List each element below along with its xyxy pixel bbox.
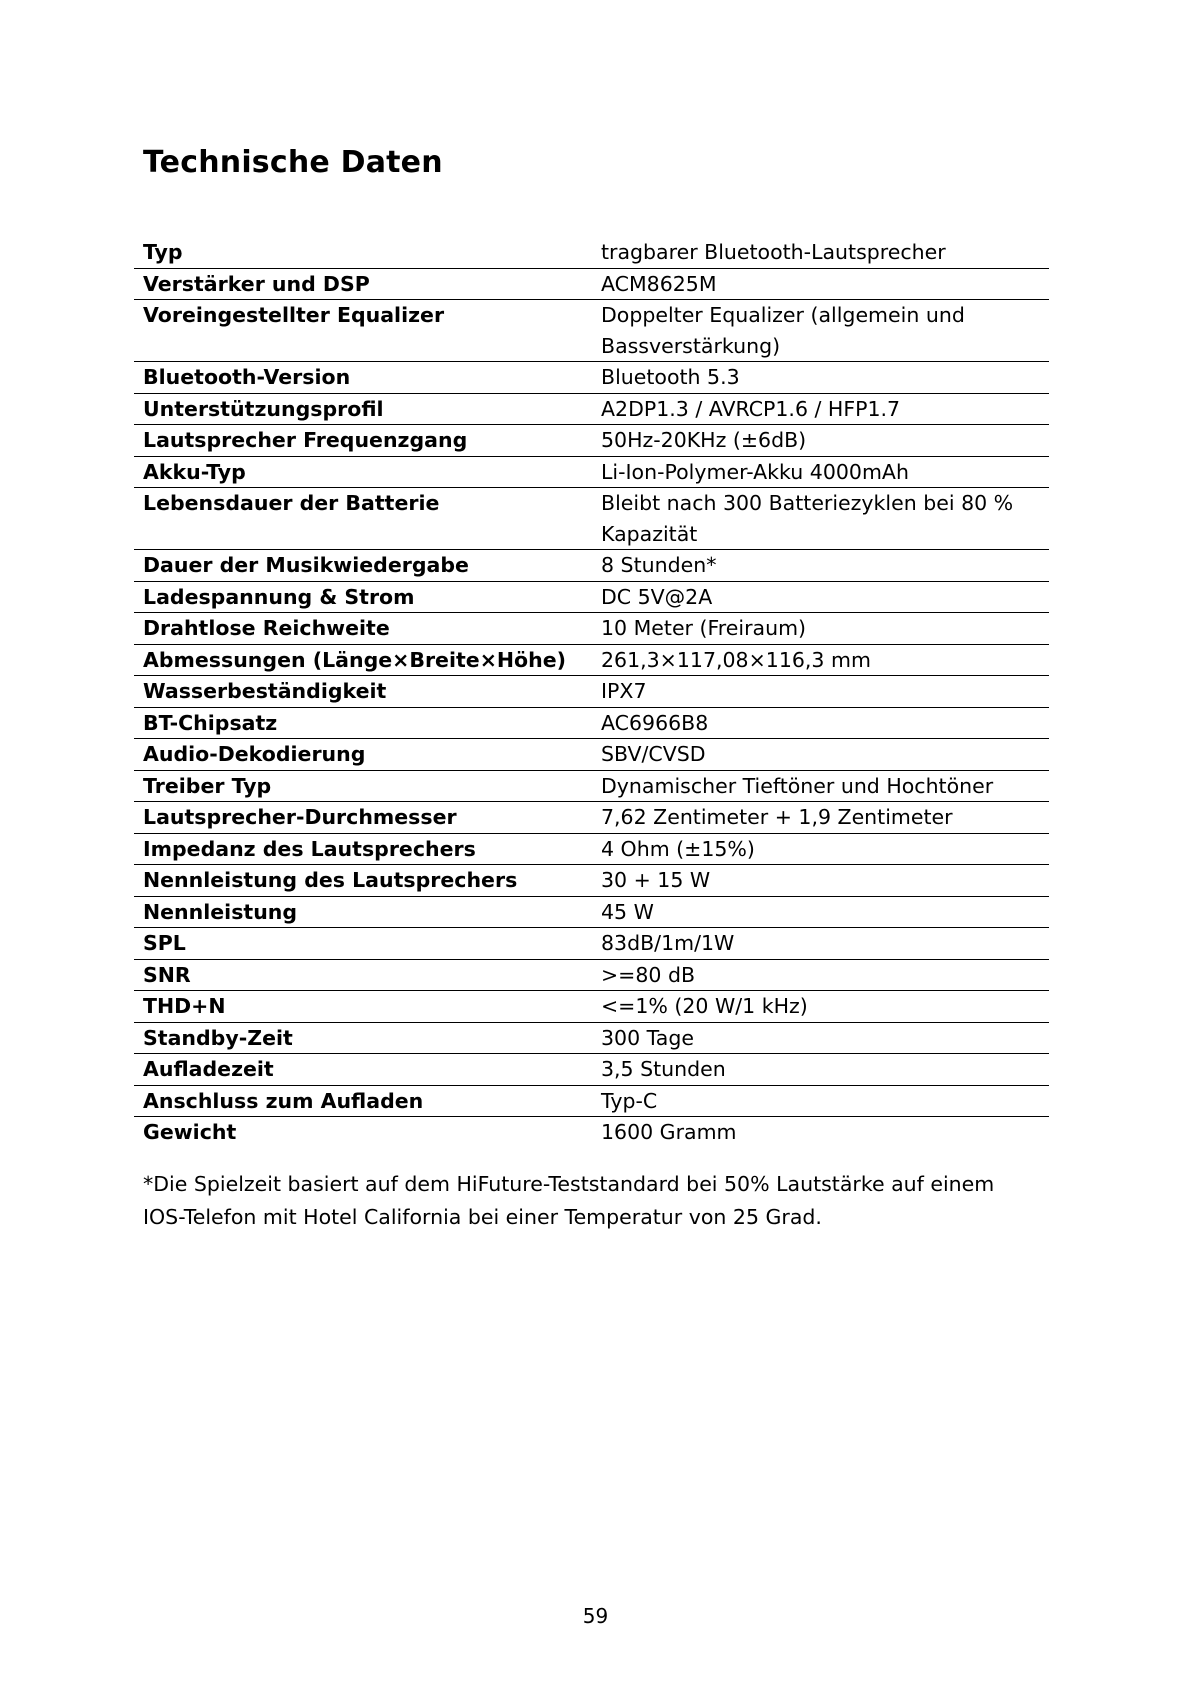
spec-value: 50Hz-20KHz (±6dB): [592, 425, 1049, 457]
spec-value: 10 Meter (Freiraum): [592, 613, 1049, 645]
spec-value: 1600 Gramm: [601, 1120, 737, 1144]
table-row: [134, 581, 1049, 613]
page-number: 59: [582, 1604, 609, 1628]
table-row: [134, 865, 1049, 897]
table-row: [134, 488, 1049, 550]
table-row: [134, 1085, 1049, 1117]
spec-label: Lautsprecher-Durchmesser: [134, 802, 592, 834]
spec-value: 261,3×117,08×116,3 mm: [592, 644, 1049, 676]
spec-label: Wasserbeständigkeit: [134, 676, 592, 708]
table-row: [134, 739, 1049, 771]
spec-label: THD+N: [134, 991, 592, 1023]
spec-value: Doppelter Equalizer (allgemein und Bassverstärkung): [592, 300, 1049, 362]
table-row: [134, 393, 1049, 425]
spec-value: 7,62 Zentimeter + 1,9 Zentimeter: [592, 802, 1049, 834]
spec-value: 83dB/1m/1W: [592, 928, 1049, 960]
spec-value: Bleibt nach 300 Batteriezyklen bei 80 % Kapazität: [592, 488, 1049, 550]
spec-label: Ladespannung & Strom: [134, 581, 592, 613]
table-row: [134, 1022, 1049, 1054]
spec-value: Typ-C: [592, 1085, 1049, 1117]
spec-label: Bluetooth-Version: [134, 362, 592, 394]
table-row: [134, 456, 1049, 488]
table-row: [134, 928, 1049, 960]
spec-value: DC 5V@2A: [592, 581, 1049, 613]
spec-value: Li-Ion-Polymer-Akku 4000mAh: [592, 456, 1049, 488]
spec-label: Akku-Typ: [134, 456, 592, 488]
spec-value: SBV/CVSD: [592, 739, 1049, 771]
table-row: [134, 268, 1049, 300]
table-row: [134, 991, 1049, 1023]
table-row: [134, 802, 1049, 834]
spec-value: 45 W: [592, 896, 1049, 928]
spec-label: Aufladezeit: [134, 1054, 592, 1086]
spec-label: SPL: [134, 928, 592, 960]
table-row: [134, 237, 1049, 268]
spec-value: ACM8625M: [592, 268, 1049, 300]
spec-label: Lautsprecher Frequenzgang: [134, 425, 592, 457]
table-row: [134, 770, 1049, 802]
spec-value: <=1% (20 W/1 kHz): [592, 991, 1049, 1023]
table-row: [134, 425, 1049, 457]
table-row: [134, 1117, 1049, 1148]
page-title: Technische Daten: [143, 145, 443, 180]
spec-value: Dynamischer Tieftöner und Hochtöner: [592, 770, 1049, 802]
spec-label: BT-Chipsatz: [134, 707, 592, 739]
spec-label: Treiber Typ: [134, 770, 592, 802]
spec-value: 3,5 Stunden: [592, 1054, 1049, 1086]
spec-label: Verstärker und DSP: [134, 268, 592, 300]
spec-value: tragbarer Bluetooth-Lautsprecher: [592, 237, 1049, 268]
spec-label: Nennleistung des Lautsprechers: [134, 865, 592, 897]
spec-label: Audio-Dekodierung: [134, 739, 592, 771]
spec-value: 300 Tage: [592, 1022, 1049, 1054]
table-row: [134, 644, 1049, 676]
spec-label: Dauer der Musikwiedergabe: [134, 550, 592, 582]
spec-label: Gewicht: [143, 1120, 237, 1144]
spec-label: SNR: [134, 959, 592, 991]
spec-table: [134, 237, 1049, 1148]
spec-label: Typ: [134, 237, 592, 268]
spec-label: Anschluss zum Aufladen: [134, 1085, 592, 1117]
spec-label: Standby-Zeit: [134, 1022, 592, 1054]
spec-value: 8 Stunden*: [592, 550, 1049, 582]
spec-value: >=80 dB: [592, 959, 1049, 991]
spec-label: Abmessungen (Länge×Breite×Höhe): [134, 644, 592, 676]
table-row: [134, 362, 1049, 394]
table-row: [134, 300, 1049, 362]
spec-label: Lebensdauer der Batterie: [134, 488, 592, 550]
spec-value: A2DP1.3 / AVRCP1.6 / HFP1.7: [592, 393, 1049, 425]
spec-label: Unterstützungsprofil: [134, 393, 592, 425]
table-row: [134, 676, 1049, 708]
footnote: *Die Spielzeit basiert auf dem HiFuture-Teststandard bei 50% Lautstärke auf einem IOS-Telefon mit Hotel California bei einer Temperatur von 25 Grad.: [143, 1172, 995, 1229]
table-row: [134, 550, 1049, 582]
spec-value: 30 + 15 W: [592, 865, 1049, 897]
spec-label: Voreingestellter Equalizer: [134, 300, 592, 362]
table-row: [134, 1054, 1049, 1086]
table-row: [134, 833, 1049, 865]
table-row: [134, 959, 1049, 991]
table-row: [134, 613, 1049, 645]
spec-label: Impedanz des Lautsprechers: [134, 833, 592, 865]
spec-value: AC6966B8: [592, 707, 1049, 739]
spec-table-body: [134, 237, 1049, 1148]
spec-label: Nennleistung: [134, 896, 592, 928]
spec-value: 4 Ohm (±15%): [592, 833, 1049, 865]
spec-value: IPX7: [592, 676, 1049, 708]
spec-value: Bluetooth 5.3: [592, 362, 1049, 394]
spec-label: Drahtlose Reichweite: [134, 613, 592, 645]
table-row: [134, 896, 1049, 928]
table-row: [134, 707, 1049, 739]
